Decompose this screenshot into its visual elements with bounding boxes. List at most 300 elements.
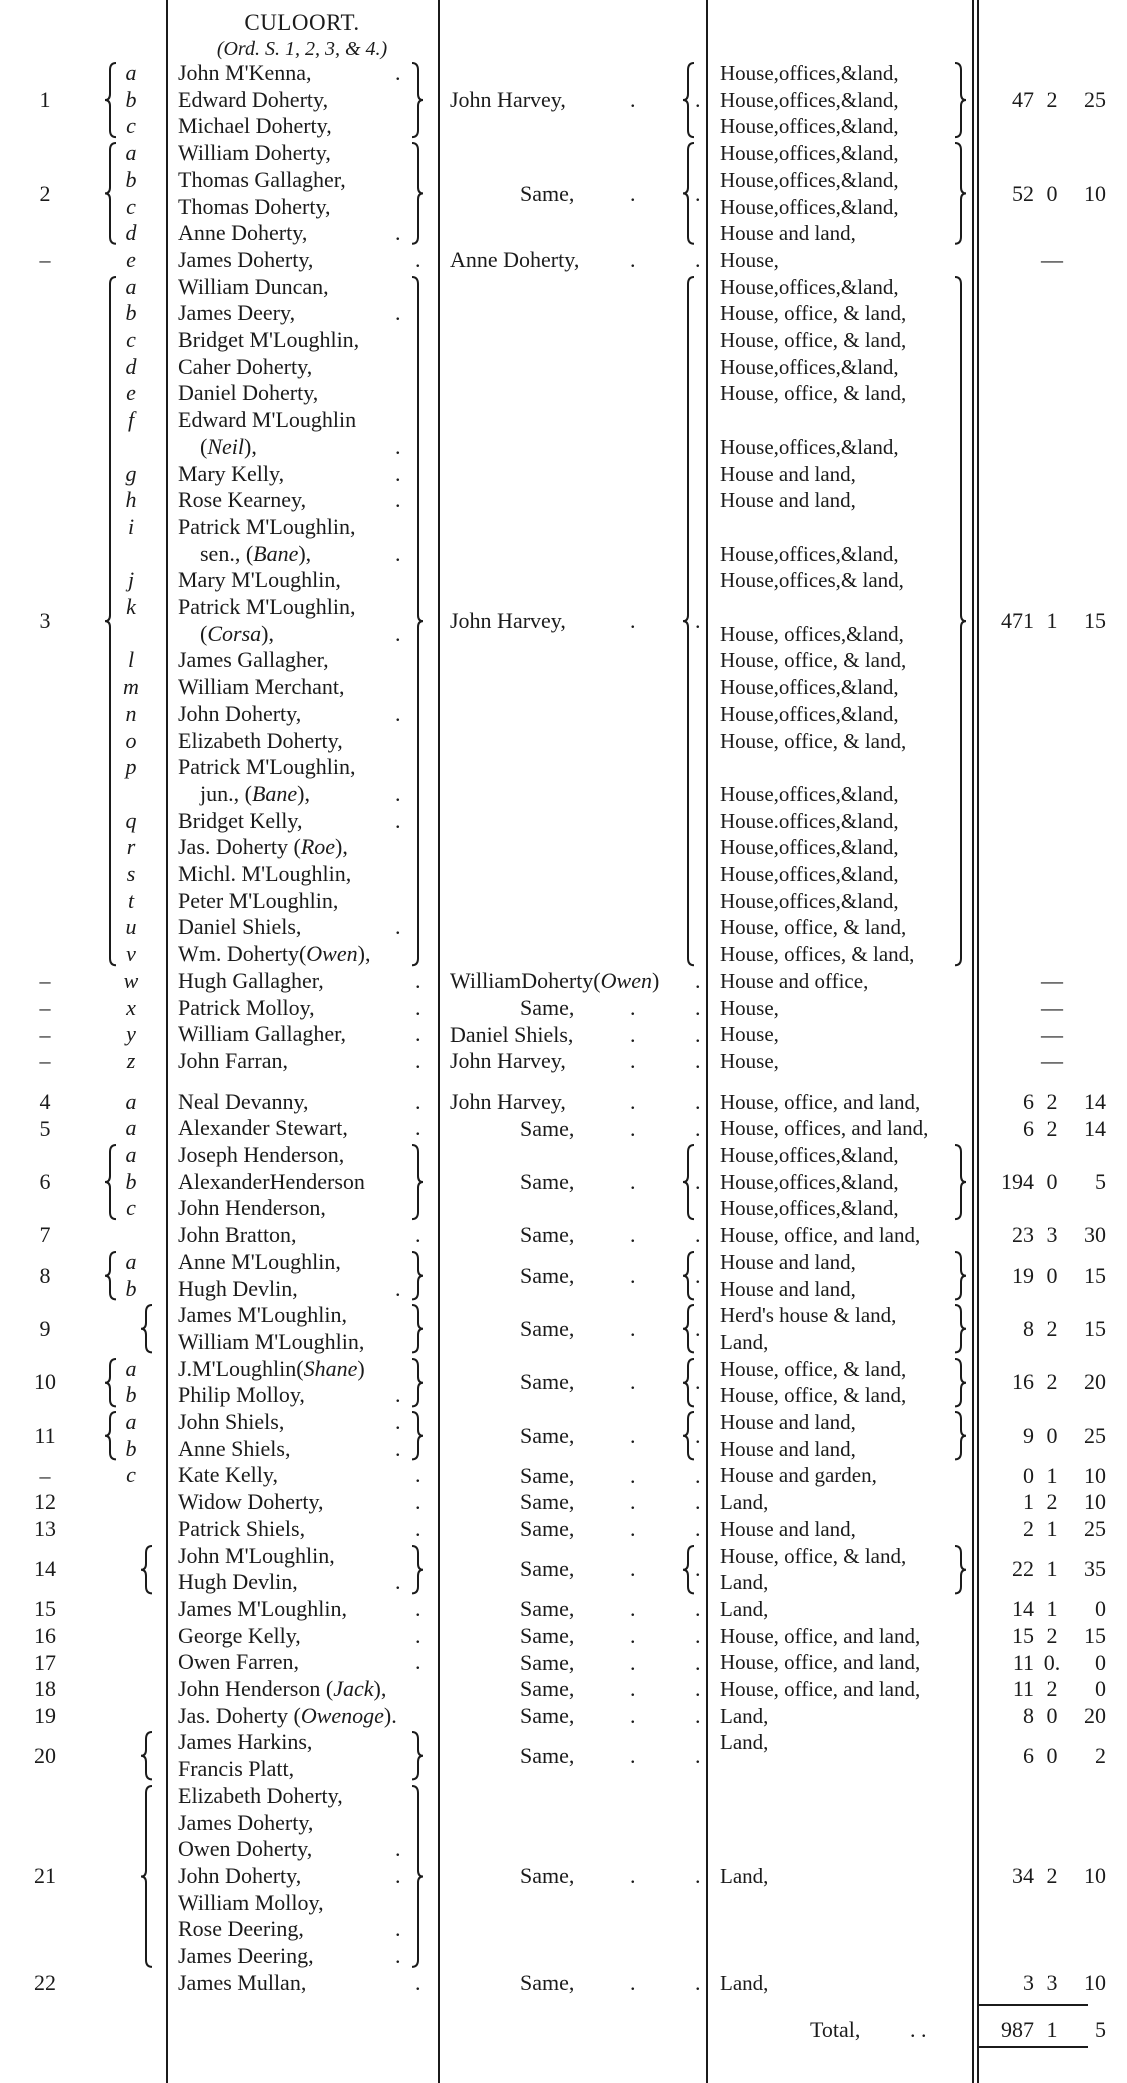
lessor-name-text: Same, <box>520 1622 575 1648</box>
right-brace <box>412 1144 424 1220</box>
tenement-description: House, office, & land, <box>720 728 907 753</box>
left-brace <box>104 276 116 966</box>
left-brace <box>104 1358 116 1407</box>
occupier-name <box>178 113 332 139</box>
lessor-name-text: Same, <box>520 1556 575 1582</box>
leader-dots: . <box>415 1489 421 1515</box>
tenement-description: House, office, & land, <box>720 915 907 940</box>
tenement-description: House,offices,&land, <box>720 274 899 299</box>
occupier-name-text: Alexander Stewart, <box>178 1115 348 1141</box>
occupier-name <box>178 1222 297 1248</box>
area-roods: — <box>1041 994 1063 1020</box>
leader-dots: . <box>695 1021 701 1047</box>
left-brace <box>104 1251 116 1300</box>
occupier-name <box>178 1409 284 1435</box>
lessor-name-text: John Harvey, <box>450 1088 566 1114</box>
tenement-description: Land, <box>720 1596 769 1621</box>
leader-dots: . <box>695 1970 701 1996</box>
tenement-description: House, <box>720 247 779 272</box>
area-perches: 2 <box>1095 1743 1106 1769</box>
occupier-name <box>178 674 345 700</box>
left-brace <box>140 1785 152 1968</box>
occupier-name-text: James Harkins, <box>178 1729 313 1755</box>
tenement-description: House,offices,&land, <box>720 1143 899 1167</box>
subdivision-letter: i <box>127 513 135 539</box>
lessor-name-text: Same, <box>520 1315 575 1341</box>
leader-dots: . <box>415 1222 421 1248</box>
area-roods: 1 <box>1046 1556 1058 1582</box>
tenement-description: House, <box>720 1022 779 1047</box>
leader-dots: . <box>395 220 401 246</box>
occupier-name <box>178 274 329 300</box>
lessor-name-text: Same, <box>520 1516 575 1542</box>
right-brace <box>955 1358 967 1407</box>
occupier-name <box>178 247 313 273</box>
subdivision-letter: b <box>125 300 137 326</box>
leader-dots: . <box>630 1462 636 1488</box>
occupier-name-text: William M'Loughlin, <box>178 1328 365 1354</box>
parcel-number: – <box>39 1021 51 1047</box>
subdivision-letter: w <box>123 967 139 993</box>
leader-dots: . <box>630 87 636 113</box>
parcel-number: 15 <box>34 1596 56 1622</box>
occupier-name-text: Bridget Kelly, <box>178 807 303 833</box>
area-acres: 23 <box>1012 1222 1034 1248</box>
area-roods: 2 <box>1046 1863 1058 1889</box>
occupier-name <box>178 914 301 940</box>
subdivision-letter: m <box>123 674 139 700</box>
area-roods: — <box>1041 968 1063 994</box>
leader-dots: . <box>630 1048 636 1074</box>
parcel-number: 20 <box>34 1743 56 1769</box>
area-roods: — <box>1041 1048 1063 1074</box>
occupier-name-text: John M'Kenna, <box>178 60 312 85</box>
occupier-name <box>178 1916 304 1942</box>
tenement-description: House, office, & land, <box>720 381 907 406</box>
area-roods: 0 <box>1046 1743 1058 1769</box>
lessor-name-text: Same, <box>520 1649 575 1675</box>
occupier-name-text: Daniel Doherty, <box>178 380 319 406</box>
occupier-name-text: Bridget M'Loughlin, <box>178 327 360 352</box>
area-roods: 0 <box>1046 1169 1058 1195</box>
area-acres: 3 <box>1023 1970 1034 1996</box>
occupier-name-text: John Henderson ( <box>178 1676 334 1701</box>
occupier-name <box>178 1943 314 1969</box>
leader-dots: . <box>695 87 701 113</box>
subdivision-letter: l <box>127 647 135 673</box>
column-rule <box>972 0 974 2083</box>
occupier-name <box>178 1810 313 1836</box>
lessor-name <box>520 1703 574 1729</box>
tenement-description: House and land, <box>720 1410 856 1434</box>
occupier-alias: Roe <box>300 834 336 860</box>
lessor-name-text: Same, <box>520 994 575 1020</box>
lessor-name <box>520 1316 574 1342</box>
total-perches: 5 <box>1095 2017 1106 2042</box>
parcel-number: 14 <box>34 1556 56 1582</box>
occupier-name <box>178 514 356 540</box>
parcel-number: 13 <box>34 1516 56 1542</box>
area-roods: 2 <box>1046 1115 1058 1141</box>
area-roods: 3 <box>1046 1970 1058 1996</box>
right-brace <box>412 62 424 138</box>
area-roods: 1 <box>1046 1516 1058 1542</box>
leader-dots: . <box>695 1556 701 1582</box>
lessor-name <box>520 1970 574 1996</box>
subdivision-letter: c <box>126 193 136 219</box>
area-acres: 1 <box>1023 1489 1034 1515</box>
subdivision-letter: c <box>126 113 136 139</box>
parcel-number: 16 <box>34 1622 56 1648</box>
area-roods: — <box>1041 247 1063 273</box>
tenement-description: House, offices, and land, <box>720 1116 929 1141</box>
lessor-name-text: Same, <box>520 180 575 206</box>
leader-dots: . <box>630 1622 636 1648</box>
occupier-name-text: Anne M'Loughlin, <box>178 1248 341 1274</box>
lessor-name <box>520 1596 574 1622</box>
lessor-name-text: Same, <box>520 1596 575 1622</box>
leader-dots: . <box>695 1622 701 1648</box>
occupier-name-text: William Gallagher, <box>178 1021 347 1047</box>
tenement-description: House, office, & land, <box>720 648 907 673</box>
occupier-name-text: James Deering, <box>178 1943 314 1968</box>
occupier-name <box>178 1756 294 1782</box>
occupier-name-text: James Mullan, <box>178 1969 307 1995</box>
right-brace <box>955 1251 967 1300</box>
area-acres: 14 <box>1012 1596 1034 1622</box>
tenement-description: House,offices,&land, <box>720 87 899 112</box>
area-roods: 1 <box>1046 607 1058 633</box>
tenement-description: House,offices,&land, <box>720 862 899 886</box>
lessor-name <box>520 1463 574 1489</box>
occupier-name <box>178 1623 301 1649</box>
occupier-name <box>178 380 318 406</box>
area-roods: 2 <box>1046 1622 1058 1648</box>
lessor-name-text: Same, <box>520 1743 575 1769</box>
leader-dots: . <box>630 1422 636 1448</box>
lessor-name-text: Same, <box>520 1489 575 1515</box>
occupier-name-text: Patrick M'Loughlin, <box>178 754 356 780</box>
leader-dots: . <box>630 1516 636 1542</box>
occupier-alias: Owen <box>306 941 358 967</box>
left-brace <box>682 1411 694 1460</box>
left-brace <box>682 142 694 245</box>
leader-dots: . <box>695 1315 701 1341</box>
occupier-name <box>178 327 359 353</box>
leader-dots: . <box>630 1021 636 1047</box>
occupier-name <box>178 354 312 380</box>
area-perches: 30 <box>1084 1222 1106 1248</box>
tenement-description: House,offices,& land, <box>720 568 904 593</box>
occupier-name-text: Rose Deering, <box>178 1916 304 1942</box>
lessor-name <box>450 1089 566 1115</box>
lessor-name <box>520 1516 574 1542</box>
occupier-name <box>200 541 311 567</box>
occupier-name-text: James Doherty, <box>178 246 314 272</box>
occupier-name <box>178 1021 346 1047</box>
occupier-name-text: Philip Molloy, <box>178 1382 305 1408</box>
area-perches: 14 <box>1084 1088 1106 1114</box>
tenement-description: House and land, <box>720 461 856 486</box>
subdivision-letter: y <box>126 1021 136 1047</box>
tenement-description: Land, <box>720 1970 769 1995</box>
occupier-name <box>178 647 329 673</box>
leader-dots: . <box>695 1703 701 1729</box>
leader-dots: . <box>415 1515 421 1541</box>
area-roods: 2 <box>1046 87 1058 113</box>
occupier-name <box>178 60 312 86</box>
leader-dots: . <box>395 487 401 513</box>
lessor-name <box>450 87 566 113</box>
parcel-number: 2 <box>39 180 51 206</box>
area-roods: 0 <box>1046 1703 1058 1729</box>
total-roods: 1 <box>1046 2017 1058 2042</box>
left-brace <box>104 1144 116 1220</box>
occupier-name <box>178 194 331 220</box>
area-roods: 1 <box>1046 1596 1058 1622</box>
tenement-description: House, office, & land, <box>720 328 907 352</box>
lessor-name <box>520 1369 574 1395</box>
lessor-name-text: WilliamDoherty( <box>450 968 601 994</box>
left-brace <box>104 142 116 245</box>
tenement-description: House,offices,&land, <box>720 114 899 139</box>
area-acres: 2 <box>1023 1516 1034 1542</box>
column-rule <box>438 0 440 2083</box>
occupier-name <box>178 968 324 994</box>
area-perches: 15 <box>1084 1262 1106 1288</box>
leader-dots: . <box>630 607 636 633</box>
occupier-name-text: AlexanderHenderson <box>178 1168 365 1194</box>
area-perches: 25 <box>1084 87 1106 113</box>
leader-dots: . <box>630 1115 636 1141</box>
left-brace <box>140 1731 152 1780</box>
lessor-name-text: Same, <box>520 1222 575 1248</box>
leader-dots: . <box>415 1021 421 1047</box>
occupier-name-text: James M'Loughlin, <box>178 1302 347 1328</box>
occupier-name-text: ( <box>200 620 208 646</box>
subdivision-letter: a <box>125 1248 137 1274</box>
occupier-name <box>178 1516 305 1542</box>
tenement-description: House,offices,&land, <box>720 781 899 806</box>
tenement-description: House, office, & land, <box>720 1356 907 1381</box>
area-acres: 6 <box>1023 1743 1034 1769</box>
occupier-name-text: James M'Loughlin, <box>178 1595 347 1621</box>
parcel-number: 4 <box>39 1088 51 1114</box>
occupier-name <box>178 1489 324 1515</box>
leader-dots: . <box>415 1047 421 1073</box>
occupier-name <box>178 1195 326 1221</box>
occupier-name <box>178 1890 324 1916</box>
leader-dots: . <box>630 1863 636 1889</box>
lessor-name <box>520 1623 574 1649</box>
lessor-name <box>450 1048 566 1074</box>
tenement-description: House, offices,&land, <box>720 621 904 646</box>
area-perches: 10 <box>1084 1489 1106 1515</box>
right-brace <box>955 1545 967 1594</box>
occupier-name-tail: ). <box>383 1702 397 1728</box>
parcel-number: 10 <box>34 1369 56 1395</box>
leader-dots: . <box>695 1863 701 1889</box>
area-acres: 52 <box>1012 180 1034 206</box>
occupier-name <box>178 1115 348 1141</box>
area-perches: 5 <box>1095 1169 1106 1195</box>
right-brace <box>412 1358 424 1407</box>
townland-title: CULOORT. <box>244 10 360 35</box>
occupier-name-tail: ), <box>357 941 371 967</box>
subdivision-letter: s <box>126 861 136 886</box>
area-perches: 20 <box>1084 1703 1106 1729</box>
tenement-description: Land, <box>720 1490 769 1515</box>
tenement-description: House,offices,&land, <box>720 194 899 219</box>
subdivision-letter: c <box>126 327 136 352</box>
occupier-name-text: John Henderson, <box>178 1195 326 1221</box>
area-roods: 0. <box>1043 1649 1061 1675</box>
area-roods: — <box>1041 1021 1063 1047</box>
tenement-description: House,offices,&land, <box>720 354 899 379</box>
subdivision-letter: g <box>125 460 137 486</box>
lessor-name <box>520 1423 574 1449</box>
leader-dots: . <box>395 1275 401 1301</box>
occupier-alias: Bane <box>251 780 298 806</box>
right-brace <box>412 276 424 966</box>
left-brace <box>140 1545 152 1594</box>
right-brace <box>412 1251 424 1300</box>
total-rule <box>978 2004 1088 2006</box>
occupier-name-text: Mary M'Loughlin, <box>178 567 341 593</box>
occupier-name <box>178 487 306 513</box>
subdivision-letter: b <box>125 86 137 112</box>
parcel-number: 11 <box>34 1422 56 1448</box>
subdivision-letter: b <box>125 1275 137 1301</box>
leader-dots: . <box>630 1088 636 1114</box>
tenement-description: House,offices,&land, <box>720 434 899 459</box>
tenement-description: Land, <box>720 1329 769 1354</box>
leader-dots: . <box>415 994 421 1020</box>
leader-dots: . <box>395 1409 401 1434</box>
occupier-alias: Corsa <box>207 620 262 646</box>
leader-dots: . <box>630 1315 636 1341</box>
leader-dots: . <box>395 433 401 459</box>
area-perches: 14 <box>1084 1115 1106 1141</box>
occupier-name-text: Mary Kelly, <box>178 460 285 486</box>
leader-dots: . <box>695 1088 701 1114</box>
tenement-description: House,offices,&land, <box>720 675 899 700</box>
leader-dots: . <box>630 1222 636 1248</box>
leader-dots: . <box>395 1382 401 1408</box>
occupier-name-text: J.M'Loughlin( <box>178 1355 304 1381</box>
occupier-name <box>178 1329 364 1355</box>
subdivision-letter: k <box>126 594 136 619</box>
subdivision-letter: c <box>126 1195 136 1221</box>
subdivision-letter: f <box>127 407 135 433</box>
tenement-description: House,offices,&land, <box>720 167 899 192</box>
lessor-name <box>520 1650 574 1676</box>
area-perches: 15 <box>1084 607 1106 633</box>
leader-dots: . <box>695 1222 701 1248</box>
parcel-number: 19 <box>34 1703 56 1729</box>
tenement-description: House.offices,&land, <box>720 808 899 833</box>
leader-dots: . <box>395 620 401 646</box>
parcel-number: – <box>39 1462 51 1488</box>
column-rule <box>166 0 168 2083</box>
area-perches: 10 <box>1084 1970 1106 1996</box>
tenement-description: House, office, & land, <box>720 1543 907 1568</box>
occupier-name <box>178 1863 301 1889</box>
area-perches: 0 <box>1095 1596 1106 1622</box>
right-brace <box>412 142 424 245</box>
left-brace <box>682 1358 694 1407</box>
occupier-name-text: Joseph Henderson, <box>178 1142 345 1167</box>
parcel-number: 22 <box>34 1970 56 1996</box>
leader-dots: . <box>395 807 401 833</box>
occupier-name <box>178 300 295 326</box>
leader-dots: . <box>695 1048 701 1074</box>
occupier-name-text: Elizabeth Doherty, <box>178 727 343 753</box>
lessor-name <box>520 1863 574 1889</box>
leader-dots: . <box>630 1489 636 1515</box>
area-roods: 3 <box>1046 1222 1058 1248</box>
left-brace <box>682 1304 694 1353</box>
occupier-name <box>178 1142 344 1168</box>
ordnance-reference: (Ord. S. 1, 2, 3, & 4.) <box>216 38 388 60</box>
tenement-description: House,offices,&land, <box>720 61 899 85</box>
lessor-name-text: Same, <box>520 1863 575 1889</box>
occupier-name-tail: ), <box>335 834 348 860</box>
area-acres: 8 <box>1023 1315 1034 1341</box>
occupier-name <box>178 1649 299 1675</box>
occupier-name <box>178 461 284 487</box>
occupier-name <box>178 407 356 433</box>
occupier-name-text: Hugh Devlin, <box>178 1275 298 1301</box>
area-roods: 2 <box>1046 1676 1058 1702</box>
leader-dots: . <box>415 1622 421 1648</box>
tenement-description: House, office, and land, <box>720 1089 921 1114</box>
tenement-description: House, office, and land, <box>720 1223 921 1248</box>
occupier-name-text: Patrick M'Loughlin, <box>178 594 356 619</box>
occupier-name <box>178 1729 312 1755</box>
leader-dots: . <box>695 1516 701 1542</box>
subdivision-letter: o <box>125 727 137 753</box>
area-perches: 35 <box>1084 1556 1106 1582</box>
area-perches: 0 <box>1095 1676 1106 1702</box>
tenement-description: House,offices,&land, <box>720 1169 899 1194</box>
occupier-name-text: Anne Doherty, <box>178 220 308 246</box>
subdivision-letter: r <box>126 834 136 860</box>
leader-dots: . <box>630 1743 636 1769</box>
leader-dots: . <box>395 460 401 486</box>
lessor-tail: ) <box>651 968 660 994</box>
lessor-name <box>450 968 659 994</box>
leader-dots: . <box>695 1743 701 1769</box>
area-acres: 471 <box>1001 607 1034 633</box>
tenement-description: House, <box>720 995 779 1020</box>
parcel-number: – <box>39 994 51 1020</box>
tenement-description: House, office, and land, <box>720 1623 921 1648</box>
subdivision-letter: a <box>125 60 137 85</box>
occupier-name-tail: ), <box>261 620 274 646</box>
lessor-name <box>520 1116 574 1142</box>
occupier-name <box>178 1703 397 1729</box>
occupier-name <box>178 1356 365 1382</box>
occupier-name-text: Rose Kearney, <box>178 487 307 513</box>
lessor-name-text: Same, <box>520 1369 575 1395</box>
area-roods: 2 <box>1046 1369 1058 1395</box>
parcel-number: 7 <box>39 1222 51 1248</box>
leader-dots: . <box>395 1569 401 1595</box>
area-acres: 8 <box>1023 1703 1034 1729</box>
occupier-name-text: Edward Doherty, <box>178 86 329 112</box>
subdivision-letter: b <box>125 1435 137 1461</box>
